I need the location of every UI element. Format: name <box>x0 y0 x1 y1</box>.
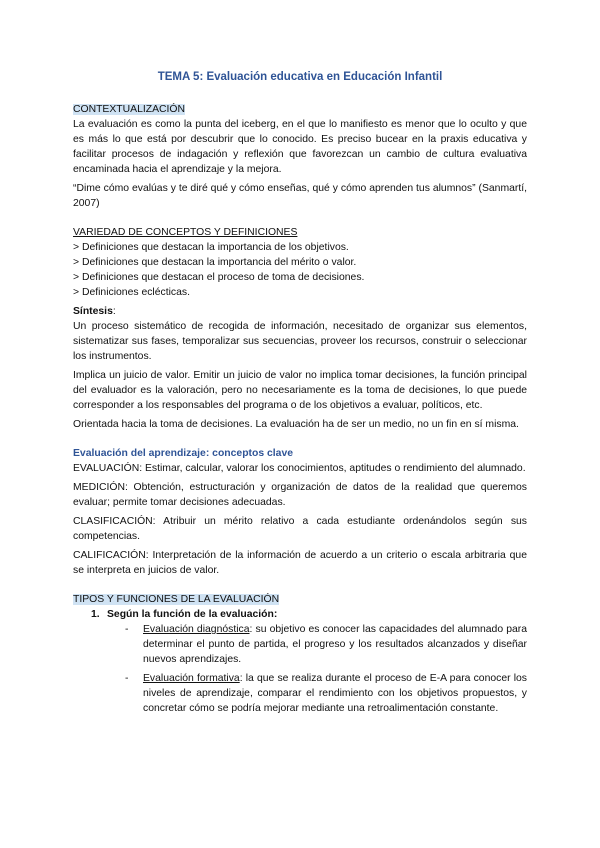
bullet-term: Evaluación diagnóstica <box>143 624 250 635</box>
aprendizaje-item: EVALUACIÓN: Estimar, calcular, valorar los conocimientos, aptitudes o rendimiento del alumnado. <box>73 463 526 474</box>
bullet-text <box>143 622 527 667</box>
sintesis-paragraph: Un proceso sistemático de recogida de información, necesitado de organizar sus elementos, sistematizar sus fases, temporalizar sus secuencias, proveer los recursos, construir o seleccionar los instrumentos. <box>73 321 527 362</box>
document-title: TEMA 5: Evaluación educativa en Educación Infantil <box>157 71 443 83</box>
contextualizacion-quote: “Dime cómo evalúas y te diré qué y cómo enseñas, qué y cómo aprenden tus alumnos” (Sanmartí, 2007) <box>73 183 527 209</box>
variedad-heading-row <box>73 225 527 240</box>
tipos-numbered-item <box>91 607 527 622</box>
contextualizacion-heading-row <box>73 102 527 117</box>
bullet-dash: - <box>125 624 129 635</box>
aprendizaje-heading: Evaluación del aprendizaje: conceptos clave <box>73 448 294 459</box>
contextualizacion-heading: CONTEXTUALIZACIÓN <box>73 104 185 115</box>
aprendizaje-item: MEDICIÓN: Obtención, estructuración y organización de datos de la realidad que queremos evaluar; permite tomar decisiones adecuadas. <box>73 482 527 508</box>
sintesis-heading <box>73 304 527 319</box>
document-page <box>73 70 527 716</box>
tipos-bullet <box>125 671 527 716</box>
variedad-item: > Definiciones que destacan la importancia de los objetivos. <box>73 242 349 253</box>
tipos-bullet <box>125 622 527 667</box>
sintesis-colon: : <box>112 306 116 317</box>
aprendizaje-item: CALIFICACIÓN: Interpretación de la información de acuerdo a un criterio o escala arbitraria que se interpreta en juicios de valor. <box>73 550 527 576</box>
bullet-text <box>143 671 527 716</box>
sintesis-label: Síntesis <box>73 306 113 317</box>
tipos-numbered-label: Según la función de la evaluación: <box>107 609 278 620</box>
tipos-heading: TIPOS Y FUNCIONES DE LA EVALUACIÓN <box>73 594 280 605</box>
tipos-number: 1. <box>91 609 100 620</box>
tipos-heading-row <box>73 592 527 607</box>
sintesis-paragraph: Implica un juicio de valor. Emitir un juicio de valor no implica tomar decisiones, la función principal del evaluador es la valoración, pero no necesariamente es la toma de decisiones, lo que puede corresponder a los responsables del programa o de los objetivos a evaluar, políticos, etc. <box>73 370 527 411</box>
variedad-item: > Definiciones que destacan la importancia del mérito o valor. <box>73 257 357 268</box>
variedad-heading: VARIEDAD DE CONCEPTOS Y DEFINICIONES <box>73 227 298 238</box>
sintesis-paragraph: Orientada hacia la toma de decisiones. La evaluación ha de ser un medio, no un fin en sí misma. <box>73 419 519 430</box>
variedad-item: > Definiciones que destacan el proceso de toma de decisiones. <box>73 272 365 283</box>
bullet-description: : la que se realiza durante el proceso de E-A para conocer los niveles de aprendizaje, comparar el rendimiento con los objetivos propuestos, y concretar cómo se podría mejorar mediante una retroalimentación constante. <box>143 673 527 714</box>
bullet-description: : su objetivo es conocer las capacidades del alumnado para determinar el punto de partida, el progreso y los resultados alcanzados y diseñar nuevos aprendizajes. <box>143 624 527 665</box>
bullet-term: Evaluación formativa <box>143 673 240 684</box>
bullet-dash: - <box>125 673 129 684</box>
variedad-item: > Definiciones eclécticas. <box>73 287 190 298</box>
contextualizacion-paragraph: La evaluación es como la punta del iceberg, en el que lo manifiesto es menor que lo oculto y que es más lo que está por descubrir que lo conocido. Es preciso bucear en la praxis educativa y facilitar procesos de indagación y reflexión que favorezcan un cambio de cultura evaluativa encaminada hacia el aprendizaje y la mejora. <box>73 119 527 175</box>
aprendizaje-item: CLASIFICACIÓN: Atribuir un mérito relativo a cada estudiante ordenándolos según sus competencias. <box>73 516 527 542</box>
